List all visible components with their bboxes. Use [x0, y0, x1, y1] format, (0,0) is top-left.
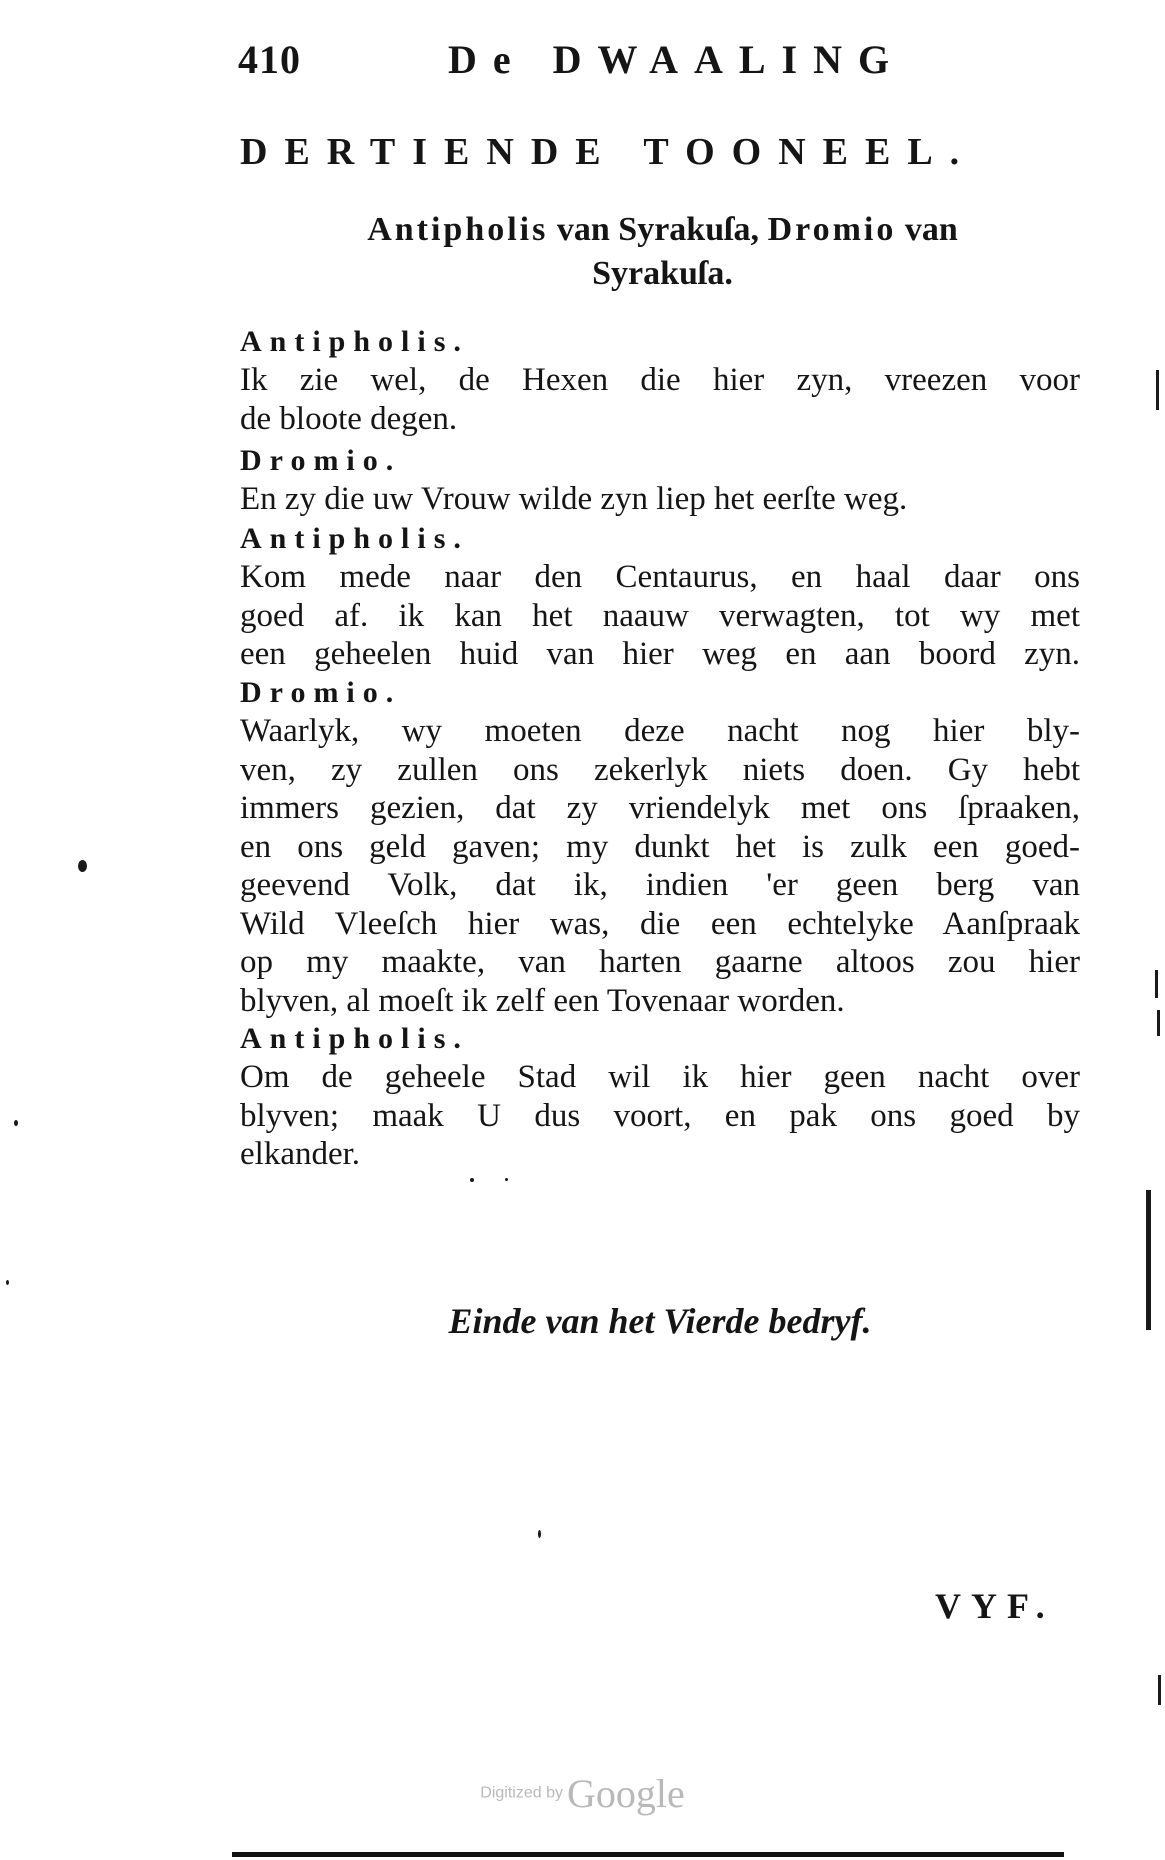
page-edge-mark [1158, 1675, 1161, 1705]
catchword: VYF. [935, 1586, 1055, 1626]
digitized-watermark [0, 1770, 1165, 1817]
scan-speck [6, 1280, 9, 1285]
speaker-name: Dromio. [240, 676, 402, 709]
dramatis-line-1 [235, 208, 1090, 252]
dramatis-name-dromio: Dromio [767, 211, 897, 248]
speaker-name: Antipholis. [240, 325, 469, 358]
running-head [238, 36, 958, 86]
page-edge-mark [1146, 1190, 1151, 1330]
scan-speck [538, 1530, 541, 1538]
speech-block [240, 520, 1080, 674]
speech-line: En zy die uw Vrouw wilde zyn liep het eerſte weg. [240, 481, 908, 517]
speaker-name: Dromio. [240, 444, 402, 477]
speech-line: geevend Volk, dat ik, indien 'er geen berg van [240, 867, 1080, 903]
page-number: 410 [238, 37, 301, 82]
speech-line: Om de geheele Stad wil ik hier geen nacht over [240, 1059, 1080, 1095]
running-title: De DWAALING [448, 37, 906, 82]
speech-block [240, 323, 1080, 438]
watermark-google-logo: Google [566, 1771, 685, 1816]
act-closing-line: Einde van het Vierde bedryf. [448, 1301, 872, 1341]
dramatis-origin-2: van [896, 211, 958, 248]
speech-line: op my maakte, van harten gaarne altoos zou hier [240, 944, 1080, 980]
dramatis-personae [235, 208, 1090, 296]
speaker-name: Antipholis. [240, 1022, 469, 1055]
speech-line: blyven, al moeſt ik zelf een Tovenaar worden. [240, 982, 845, 1019]
speech-block [240, 674, 1080, 1020]
scan-speck [470, 1178, 474, 1182]
speech-line: immers gezien, dat zy vriendelyk met ons ſpraaken, [240, 790, 1080, 826]
dramatis-line-2: Syrakuſa. [592, 255, 733, 292]
speech-line: Waarlyk, wy moeten deze nacht nog hier bly- [240, 713, 1080, 749]
speech-line: ven, zy zullen ons zekerlyk niets doen. Gy hebt [240, 751, 1080, 788]
page-edge-mark [1156, 370, 1159, 410]
speech-line: een geheelen huid van hier weg en aan boord zyn. [240, 636, 1080, 672]
speech-line: Kom mede naar den Centaurus, en haal daar ons [240, 559, 1080, 595]
bottom-edge-rule [232, 1852, 1064, 1857]
speech-line: elkander. [240, 1136, 361, 1172]
speech-line: goed af. ik kan het naauw verwagten, tot wy met [240, 597, 1080, 634]
dramatis-name-antipholis: Antipholis [367, 211, 549, 248]
scan-speck [78, 860, 87, 872]
speaker-name: Antipholis. [240, 522, 469, 555]
speech-line: en ons geld gaven; my dunkt het is zulk een goed- [240, 828, 1080, 865]
scan-speck [505, 1178, 508, 1181]
dramatis-origin-1: van Syrakuſa, [548, 211, 768, 248]
speech-line: Ik zie wel, de Hexen die hier zyn, vreezen voor [240, 362, 1080, 398]
page-edge-mark [1157, 1010, 1160, 1036]
speech-line: de bloote degen. [240, 400, 458, 437]
speech-block [240, 442, 1080, 519]
page-edge-mark [1155, 970, 1158, 998]
speech-line: Wild Vleeſch hier was, die een echtelyke Aanſpraak [240, 905, 1080, 942]
watermark-digitized-text: Digitized by [480, 1784, 563, 1802]
speech-line: blyven; maak U dus voort, en pak ons goed by [240, 1097, 1080, 1134]
speech-block [240, 1020, 1080, 1174]
scene-heading: DERTIENDE TOONEEL. [240, 131, 977, 173]
scan-speck [14, 1120, 18, 1126]
